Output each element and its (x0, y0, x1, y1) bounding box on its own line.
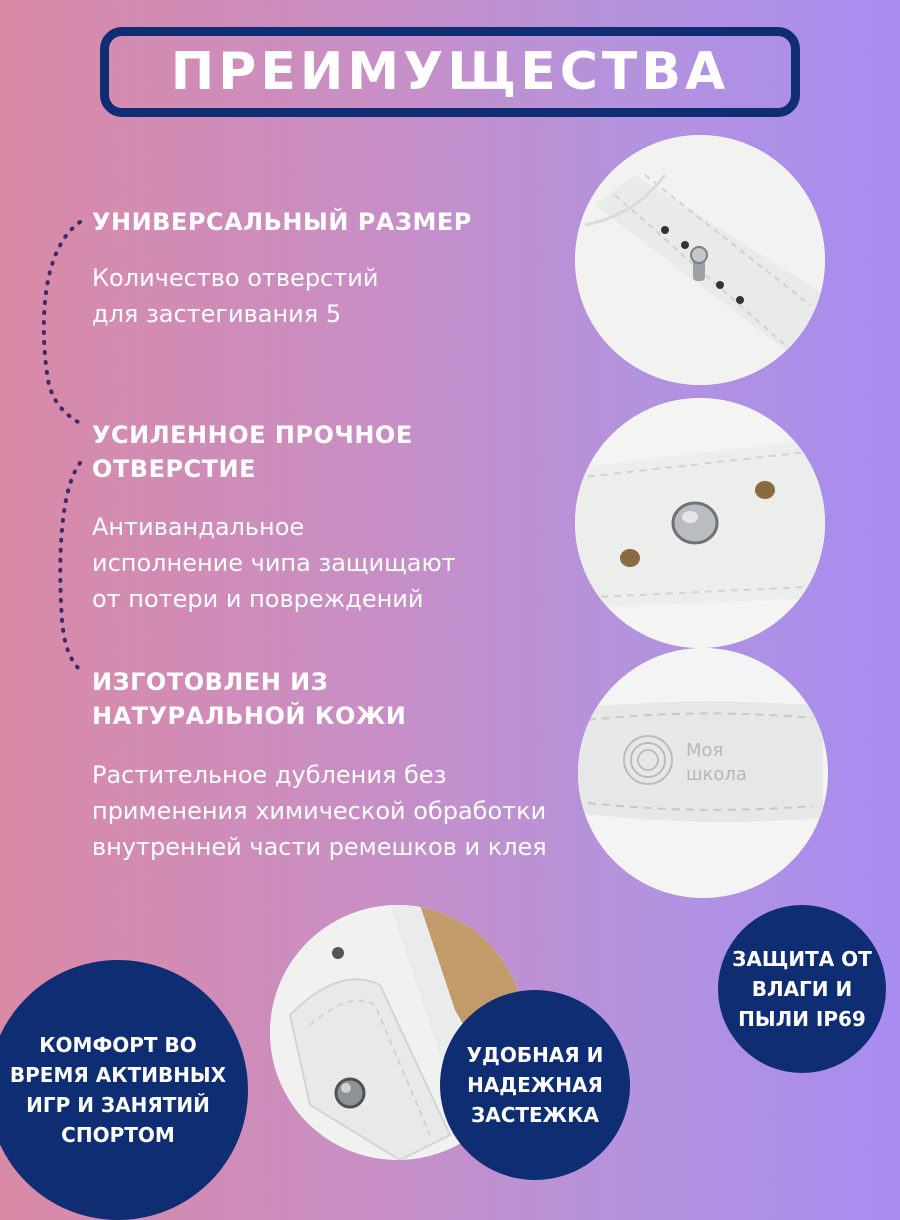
title-banner (100, 27, 800, 117)
protection-badge-line: ПЫЛИ IP69 (738, 1007, 866, 1031)
feature-3-heading-line: НАТУРАЛЬНОЙ КОЖИ (92, 702, 407, 730)
clasp-badge-line: УДОБНАЯ И (466, 1043, 604, 1067)
feature-2-heading-line: ОТВЕРСТИЕ (92, 455, 257, 483)
feature-2-text-line: исполнение чипа защищают (92, 549, 456, 577)
feature-1-text (92, 260, 378, 332)
strap-logo-photo (578, 648, 828, 898)
strap-logo-text-line2: школа (686, 764, 747, 785)
comfort-badge (0, 960, 248, 1220)
page-title: ПРЕИМУЩЕСТВА (170, 42, 730, 102)
feature-2-text-line: Антивандальное (92, 513, 305, 541)
protection-badge (718, 905, 886, 1073)
feature-3-text-line: применения химической обработки (92, 797, 547, 825)
protection-badge-line: ЗАЩИТА ОТ (732, 947, 872, 971)
rivet-closeup-photo (575, 398, 825, 648)
protection-badge-line: ВЛАГИ И (751, 977, 853, 1001)
feature-1-text-line: для застегивания 5 (92, 300, 342, 328)
feature-2-heading (92, 418, 413, 486)
strap-logo-text-line1: Моя (686, 740, 724, 761)
clasp-badge-line: НАДЕЖНАЯ (467, 1073, 603, 1097)
feature-2-heading-line: УСИЛЕННОЕ ПРОЧНОЕ (92, 421, 413, 449)
clasp-badge (440, 990, 630, 1180)
feature-1-text-line: Количество отверстий (92, 264, 379, 292)
comfort-badge-line: ИГР И ЗАНЯТИЙ (26, 1093, 210, 1117)
feature-2-text-line: от потери и повреждений (92, 585, 424, 613)
feature-1-heading (92, 205, 472, 239)
comfort-badge-line: ВРЕМЯ АКТИВНЫХ (9, 1063, 227, 1087)
comfort-badge-line: СПОРТОМ (61, 1123, 175, 1147)
feature-3-text (92, 757, 547, 865)
feature-3-heading-line: ИЗГОТОВЛЕН ИЗ (92, 668, 329, 696)
comfort-badge-line: КОМФОРТ ВО (39, 1033, 197, 1057)
feature-3-text-line: Растительное дубления без (92, 761, 447, 789)
feature-2-text (92, 509, 456, 617)
feature-3-text-line: внутренней части ремешков и клея (92, 833, 547, 861)
clasp-badge-line: ЗАСТЕЖКА (471, 1103, 599, 1127)
feature-1-heading-line: УНИВЕРСАЛЬНЫЙ РАЗМЕР (92, 208, 472, 236)
feature-3-heading (92, 665, 406, 733)
strap-holes-photo (575, 135, 825, 385)
